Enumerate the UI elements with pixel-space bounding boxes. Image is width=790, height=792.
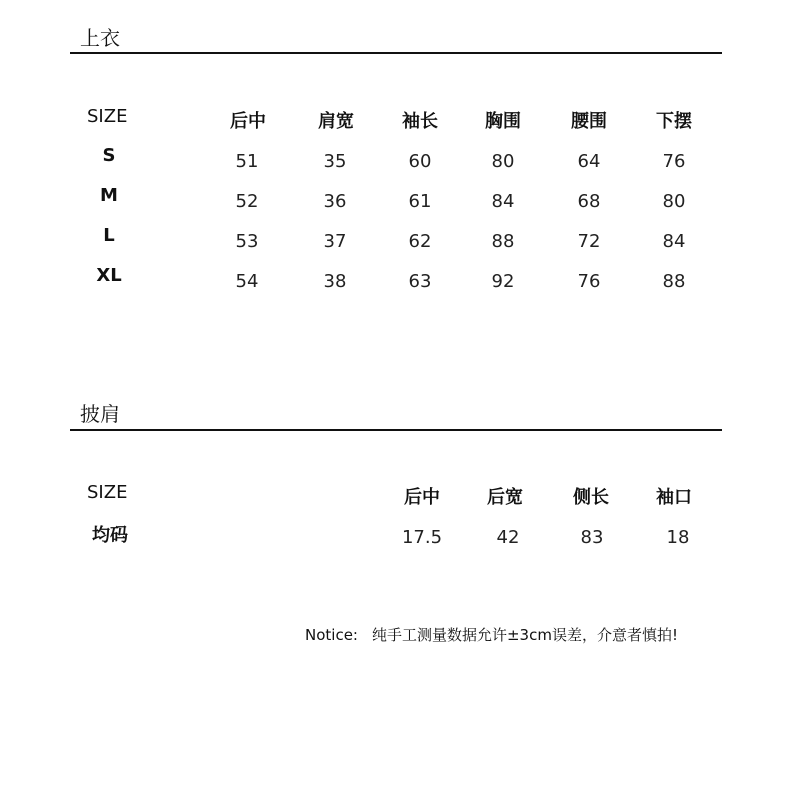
table-cell: 38 [323,271,347,292]
table-cell: 68 [577,191,601,212]
tops-title: 上衣 [80,26,120,50]
table-cell: 61 [408,191,432,212]
table-cell: 72 [577,231,601,252]
size-label: XL [96,265,122,286]
table-cell: 54 [235,271,259,292]
table-cell: 63 [408,271,432,292]
table-cell: 88 [491,231,515,252]
table-cell: 18 [666,527,690,548]
size-label: M [100,185,118,206]
tops-divider [70,52,722,54]
notice-text: 纯手工测量数据允许±3cm误差，介意者慎拍! [371,626,678,644]
shawl-col-header: 袖口 [656,487,692,508]
table-cell: 88 [662,271,686,292]
table-cell: 52 [235,191,259,212]
tops-col-header: 腰围 [571,111,607,132]
tops-col-header: 下摆 [656,111,692,132]
table-cell: 35 [323,151,347,172]
table-cell: 51 [235,151,259,172]
size-label: 均码 [92,525,128,546]
table-cell: 36 [323,191,347,212]
table-cell: 80 [491,151,515,172]
tops-size-header: SIZE [87,106,128,127]
table-cell: 42 [496,527,520,548]
shawl-col-header: 侧长 [573,487,609,508]
table-cell: 84 [662,231,686,252]
table-cell: 64 [577,151,601,172]
size-label: L [103,225,115,246]
tops-col-header: 后中 [230,111,266,132]
shawl-divider [70,429,722,431]
shawl-col-header: 后宽 [487,487,523,508]
table-cell: 60 [408,151,432,172]
notice [305,624,678,645]
table-cell: 84 [491,191,515,212]
table-cell: 53 [235,231,259,252]
table-cell: 76 [662,151,686,172]
table-cell: 83 [580,527,604,548]
shawl-size-header: SIZE [87,482,128,503]
tops-col-header: 肩宽 [318,111,354,132]
table-cell: 17.5 [401,527,443,548]
size-label: S [102,145,116,166]
tops-col-header: 袖长 [402,111,438,132]
notice-label: Notice: [305,626,358,644]
tops-col-header: 胸围 [485,111,521,132]
shawl-col-header: 后中 [404,487,440,508]
table-cell: 37 [323,231,347,252]
shawl-title: 披肩 [80,402,120,426]
table-cell: 76 [577,271,601,292]
table-cell: 92 [491,271,515,292]
table-cell: 80 [662,191,686,212]
table-cell: 62 [408,231,432,252]
